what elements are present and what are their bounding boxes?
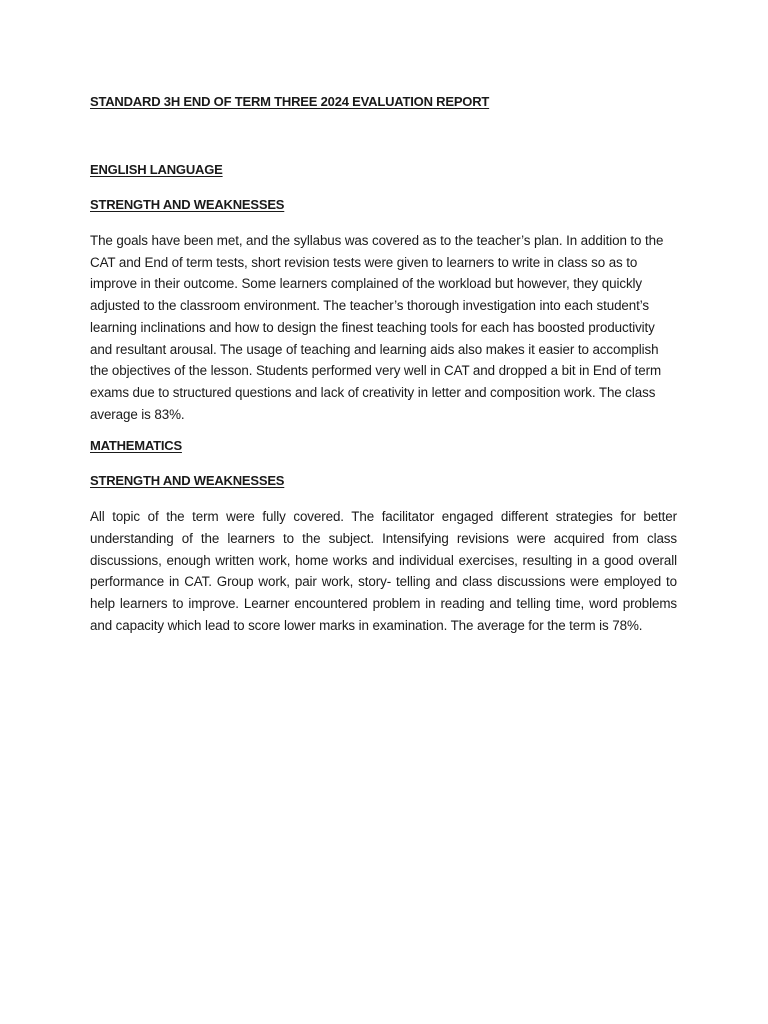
document-page — [90, 93, 677, 649]
strengths-heading-english: STRENGTH AND WEAKNESSES — [90, 197, 285, 212]
mathematics-evaluation-paragraph: All topic of the term were fully covered. The facilitator engaged different strategies for better understanding of the learners to the subject. Intensifying revisions were acquired from class discussions, enough written work, home works and individual exercises, resulting in a good overall performance in CAT. Group work, pair work, story- telling and class discussions were employed to help learners to improve. Learner encountered problem in reading and telling time, word problems and capacity which lead to score lower marks in examination. The average for the term is 78%. — [90, 509, 677, 633]
document-title: STANDARD 3H END OF TERM THREE 2024 EVALUATION REPORT — [90, 94, 490, 109]
subject-heading-mathematics: MATHEMATICS — [90, 438, 182, 454]
strengths-heading-mathematics: STRENGTH AND WEAKNESSES — [90, 473, 285, 489]
section-english — [90, 161, 677, 425]
section-mathematics — [90, 437, 677, 636]
english-evaluation-paragraph: The goals have been met, and the syllabus was covered as to the teacher’s plan. In addition to the CAT and End of term tests, short revision tests were given to learners to write in class so as to improve in their outcome. Some learners complained of the workload but however, they quickly adjusted to the classroom environment. The teacher’s thorough investigation into each student’s learning inclinations and how to design the finest teaching tools for each has boosted productivity and resultant arousal. The usage of teaching and learning aids also makes it easier to accomplish the objectives of the lesson. Students performed very well in CAT and dropped a bit in End of term exams due to structured questions and lack of creativity in letter and composition work. The class average is 83%. — [90, 233, 664, 422]
subject-heading-english: ENGLISH LANGUAGE — [90, 162, 223, 177]
